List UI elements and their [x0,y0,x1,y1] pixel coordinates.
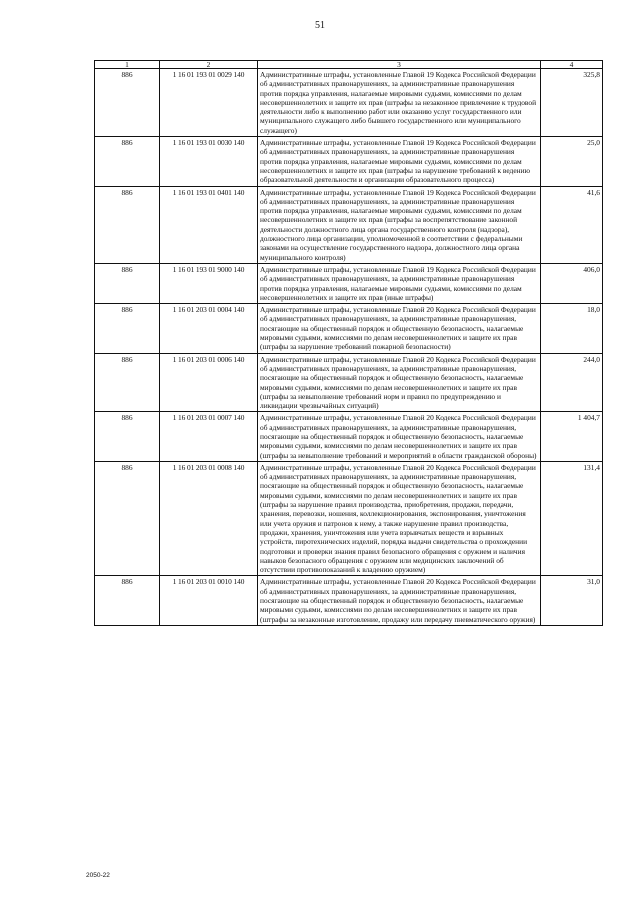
budget-code-cell: 1 16 01 203 01 0004 140 [160,304,258,353]
admin-code-cell: 886 [95,576,160,625]
amount-cell: 1 404,7 [541,412,603,461]
description-cell: Административные штрафы, установленные Главой 20 Кодекса Российской Федерации об административных правонарушениях, за административные правонарушения, посягающие на общественный порядок и общественную безопасность, налагаемые мировыми судьями, комиссиями по делам несовершеннолетних и защите их прав (штрафы за невыполнение требований норм и правил по предупреждению и ликвидации чрезвычайных ситуаций) [258,353,541,412]
table-row [95,137,603,186]
description-cell: Административные штрафы, установленные Главой 20 Кодекса Российской Федерации об административных правонарушениях, за административные правонарушения, посягающие на общественный порядок и общественную безопасность, налагаемые мировыми судьями, комиссиями по делам несовершеннолетних и защите их прав (штрафы за незаконные изготовление, продажу или передачу пневматического оружия) [258,576,541,625]
column-header-4: 4 [541,61,603,69]
budget-code-cell: 1 16 01 193 01 0029 140 [160,69,258,137]
budget-revenue-table [94,60,603,626]
budget-code-cell: 1 16 01 203 01 0006 140 [160,353,258,412]
admin-code-cell: 886 [95,353,160,412]
budget-code-cell: 1 16 01 193 01 0401 140 [160,186,258,263]
amount-cell: 25,0 [541,137,603,186]
description-cell: Административные штрафы, установленные Главой 20 Кодекса Российской Федерации об административных правонарушениях, за административные правонарушения, посягающие на общественный порядок и общественную безопасность, налагаемые мировыми судьями, комиссиями по делам несовершеннолетних и защите их прав (штрафы за невыполнение требований и мероприятий в области гражданской обороны) [258,412,541,461]
amount-cell: 18,0 [541,304,603,353]
description-cell: Административные штрафы, установленные Главой 20 Кодекса Российской Федерации об административных правонарушениях, за административные правонарушения, посягающие на общественный порядок и общественную безопасность, налагаемые мировыми судьями, комиссиями по делам несовершеннолетних и защите их прав (штрафы за нарушение правил производства, приобретения, продажи, передачи, хранения, перевозки, ношения, коллекционирования, экспонирования, уничтожения или учета оружия и патронов к нему, а также нарушение правил производства, продажи, хранения, уничтожения или учета взрывчатых веществ и взрывных устройств, пиротехнических изделий, порядка выдачи свидетельства о прохождении подготовки и проверки знания правил безопасного обращения с оружием и наличия навыков безопасного обращения с оружием или медицинских заключений об отсутствии противопоказаний к владению оружием) [258,461,541,576]
amount-cell: 131,4 [541,461,603,576]
amount-cell: 244,0 [541,353,603,412]
budget-code-cell: 1 16 01 203 01 0008 140 [160,461,258,576]
admin-code-cell: 886 [95,69,160,137]
budget-code-cell: 1 16 01 203 01 0007 140 [160,412,258,461]
description-cell: Административные штрафы, установленные Главой 19 Кодекса Российской Федерации об административных правонарушениях, за административные правонарушения против порядка управления, налагаемые мировыми судьями, комиссиями по делам несовершеннолетних и защите их прав (штрафы за воспрепятствование законной деятельности должностного лица органа государственного контроля (надзора), должностного лица организации, уполномоченной в соответствии с федеральными законами на осуществление государственного надзора, должностного лица органа муниципального контроля) [258,186,541,263]
amount-cell: 41,6 [541,186,603,263]
table-row [95,461,603,576]
admin-code-cell: 886 [95,304,160,353]
description-cell: Административные штрафы, установленные Главой 19 Кодекса Российской Федерации об административных правонарушениях, за административные правонарушения против порядка управления, налагаемые мировыми судьями, комиссиями по делам несовершеннолетних и защите их прав (иные штрафы) [258,263,541,303]
table-row [95,353,603,412]
page-number: 51 [315,20,325,31]
admin-code-cell: 886 [95,412,160,461]
table-row [95,69,603,137]
budget-code-cell: 1 16 01 193 01 0030 140 [160,137,258,186]
column-header-1: 1 [95,61,160,69]
table-row [95,263,603,303]
table-row [95,576,603,625]
table-row [95,304,603,353]
table-header-row [95,61,603,69]
description-cell: Административные штрафы, установленные Главой 19 Кодекса Российской Федерации об административных правонарушениях, за административные правонарушения против порядка управления, налагаемые мировыми судьями, комиссиями по делам несовершеннолетних и защите их прав (штрафы за незаконное привлечение к трудовой деятельности либо к выполнению работ или оказанию услуг государственного или муниципального служащего либо бывшего государственного или муниципального служащего) [258,69,541,137]
table-row [95,412,603,461]
amount-cell: 325,8 [541,69,603,137]
column-header-2: 2 [160,61,258,69]
admin-code-cell: 886 [95,461,160,576]
footer-document-code: 2050-22 [86,872,110,879]
amount-cell: 406,0 [541,263,603,303]
description-cell: Административные штрафы, установленные Главой 19 Кодекса Российской Федерации об административных правонарушениях, за административные правонарушения против порядка управления, налагаемые мировыми судьями, комиссиями по делам несовершеннолетних и защите их прав (штрафы за нарушение требований к ведению образовательной деятельности и организации образовательного процесса) [258,137,541,186]
admin-code-cell: 886 [95,263,160,303]
admin-code-cell: 886 [95,137,160,186]
amount-cell: 31,0 [541,576,603,625]
table-row [95,186,603,263]
admin-code-cell: 886 [95,186,160,263]
description-cell: Административные штрафы, установленные Главой 20 Кодекса Российской Федерации об административных правонарушениях, за административные правонарушения, посягающие на общественный порядок и общественную безопасность, налагаемые мировыми судьями, комиссиями по делам несовершеннолетних и защите их прав (штрафы за нарушение требований пожарной безопасности) [258,304,541,353]
budget-code-cell: 1 16 01 203 01 0010 140 [160,576,258,625]
budget-code-cell: 1 16 01 193 01 9000 140 [160,263,258,303]
column-header-3: 3 [258,61,541,69]
table-body [95,69,603,626]
